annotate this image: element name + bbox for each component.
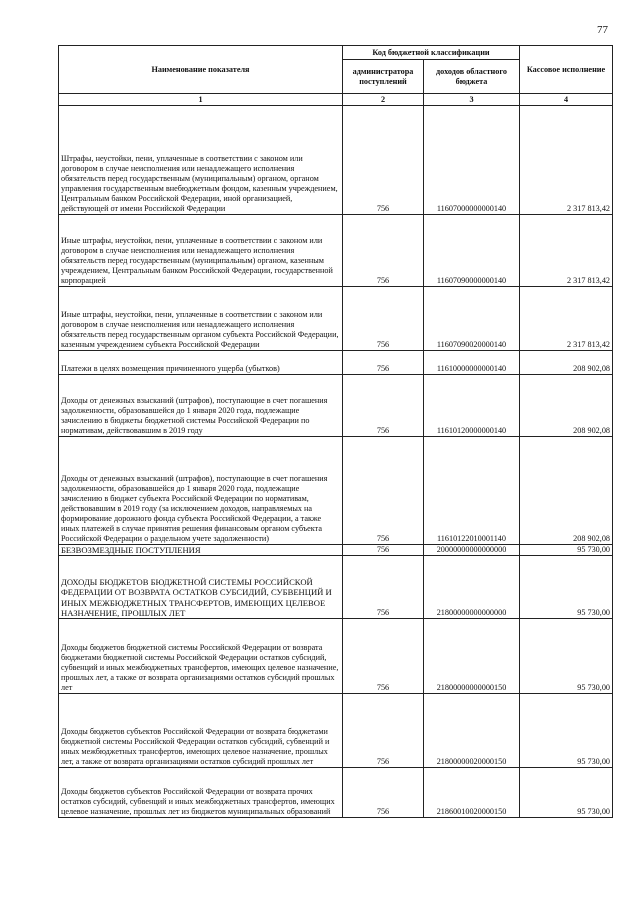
- row-amount: 95 730,00: [520, 556, 613, 619]
- header-amount: Кассовое исполнение: [520, 46, 613, 94]
- row-amount: 2 317 813,42: [520, 106, 613, 215]
- row-income-code: 11607090000000140: [424, 215, 520, 287]
- row-amount: 95 730,00: [520, 619, 613, 694]
- table-row: [59, 556, 613, 619]
- row-amount: 208 902,08: [520, 351, 613, 375]
- row-amount: 95 730,00: [520, 694, 613, 768]
- table-row: [59, 287, 613, 351]
- row-income-code: 11607090020000140: [424, 287, 520, 351]
- row-name: Иные штрафы, неустойки, пени, уплаченные в соответствии с законом или договором в случае неисполнения или ненадлежащего исполнения обязательств перед государственным (муниципальным) органом, казенным учреждением, Центральным банком Российской Федерации, государственной корпорацией: [59, 215, 343, 287]
- row-name: Штрафы, неустойки, пени, уплаченные в соответствии с законом или договором в случае неисполнения или ненадлежащего исполнения обязательств перед государственным (муниципальным) органом, органом управления государственным внебюджетным фондом, казенным учреждением, Центральным банком Российской Федерации, иной организацией, действующей от имени Российской Федерации: [59, 106, 343, 215]
- row-amount: 2 317 813,42: [520, 215, 613, 287]
- header-classification: Код бюджетной классификации: [343, 46, 520, 60]
- row-admin-code: 756: [343, 375, 424, 437]
- row-amount: 95 730,00: [520, 545, 613, 556]
- table-row: [59, 437, 613, 545]
- row-income-code: 11610120000000140: [424, 375, 520, 437]
- col-number-3: 3: [424, 94, 520, 106]
- table-row: [59, 351, 613, 375]
- col-number-1: 1: [59, 94, 343, 106]
- row-income-code: 21800000000000000: [424, 556, 520, 619]
- row-admin-code: 756: [343, 619, 424, 694]
- row-income-code: 21860010020000150: [424, 768, 520, 818]
- row-admin-code: 756: [343, 768, 424, 818]
- table-row: [59, 619, 613, 694]
- row-admin-code: 756: [343, 351, 424, 375]
- row-amount: 2 317 813,42: [520, 287, 613, 351]
- row-admin-code: 756: [343, 545, 424, 556]
- header-income: доходов областного бюджета: [424, 60, 520, 94]
- table-row: [59, 106, 613, 215]
- row-name: Доходы бюджетов бюджетной системы Российской Федерации от возврата бюджетами бюджетной системы Российской Федерации остатков субсидий, субвенций и иных межбюджетных трансфертов, имеющих целевое назначение, прошлых лет, а также от возврата организациями остатков субсидий прошлых лет: [59, 619, 343, 694]
- row-admin-code: 756: [343, 437, 424, 545]
- row-amount: 208 902,08: [520, 437, 613, 545]
- row-admin-code: 756: [343, 556, 424, 619]
- budget-table: [58, 45, 613, 818]
- row-admin-code: 756: [343, 106, 424, 215]
- row-admin-code: 756: [343, 215, 424, 287]
- row-income-code: 11610122010001140: [424, 437, 520, 545]
- row-income-code: 20000000000000000: [424, 545, 520, 556]
- row-name: БЕЗВОЗМЕЗДНЫЕ ПОСТУПЛЕНИЯ: [59, 545, 343, 556]
- row-name: Платежи в целях возмещения причиненного ущерба (убытков): [59, 351, 343, 375]
- table-row: [59, 694, 613, 768]
- table-row: [59, 375, 613, 437]
- row-income-code: 11607000000000140: [424, 106, 520, 215]
- table-row: [59, 545, 613, 556]
- header-name: Наименование показателя: [59, 46, 343, 94]
- row-name: Иные штрафы, неустойки, пени, уплаченные в соответствии с законом или договором в случае неисполнения или ненадлежащего исполнения обязательств перед государственным органом субъекта Российской Федерации, казенным учреждением субъекта Российской Федерации: [59, 287, 343, 351]
- header-admin: администратора поступлений: [343, 60, 424, 94]
- row-name: Доходы бюджетов субъектов Российской Федерации от возврата прочих остатков субсидий, субвенций и иных межбюджетных трансфертов, имеющих целевое назначение, прошлых лет из бюджетов муниципальных образований: [59, 768, 343, 818]
- row-income-code: 11610000000000140: [424, 351, 520, 375]
- row-name: Доходы бюджетов субъектов Российской Федерации от возврата бюджетами бюджетной системы Российской Федерации остатков субсидий, субвенций и иных межбюджетных трансфертов, имеющих целевое назначение, прошлых лет, а также от возврата организациями остатков субсидий прошлых лет: [59, 694, 343, 768]
- row-amount: 95 730,00: [520, 768, 613, 818]
- row-admin-code: 756: [343, 287, 424, 351]
- row-income-code: 21800000000000150: [424, 619, 520, 694]
- row-name: ДОХОДЫ БЮДЖЕТОВ БЮДЖЕТНОЙ СИСТЕМЫ РОССИЙСКОЙ ФЕДЕРАЦИИ ОТ ВОЗВРАТА ОСТАТКОВ СУБСИДИЙ, СУБВЕНЦИЙ И ИНЫХ МЕЖБЮДЖЕТНЫХ ТРАНСФЕРТОВ, ИМЕЮЩИХ ЦЕЛЕВОЕ НАЗНАЧЕНИЕ, ПРОШЛЫХ ЛЕТ: [59, 556, 343, 619]
- row-amount: 208 902,08: [520, 375, 613, 437]
- col-number-4: 4: [520, 94, 613, 106]
- row-name: Доходы от денежных взысканий (штрафов), поступающие в счет погашения задолженности, образовавшейся до 1 января 2020 года, подлежащие зачислению в бюджеты бюджетной системы Российской Федерации по нормативам, действовавшим в 2019 году: [59, 375, 343, 437]
- row-name: Доходы от денежных взысканий (штрафов), поступающие в счет погашения задолженности, образовавшейся до 1 января 2020 года, подлежащие зачислению в бюджет субъекта Российской Федерации по нормативам, действовавшим в 2019 году (за исключением доходов, направляемых на формирование дорожного фонда субъекта Российской Федерации, а также иных платежей в случае принятия решения финансовым органом субъекта Российской Федерации о раздельном учете задолженности): [59, 437, 343, 545]
- table-row: [59, 215, 613, 287]
- table-row: [59, 768, 613, 818]
- row-admin-code: 756: [343, 694, 424, 768]
- row-income-code: 21800000020000150: [424, 694, 520, 768]
- page-number: 77: [597, 24, 608, 36]
- col-number-2: 2: [343, 94, 424, 106]
